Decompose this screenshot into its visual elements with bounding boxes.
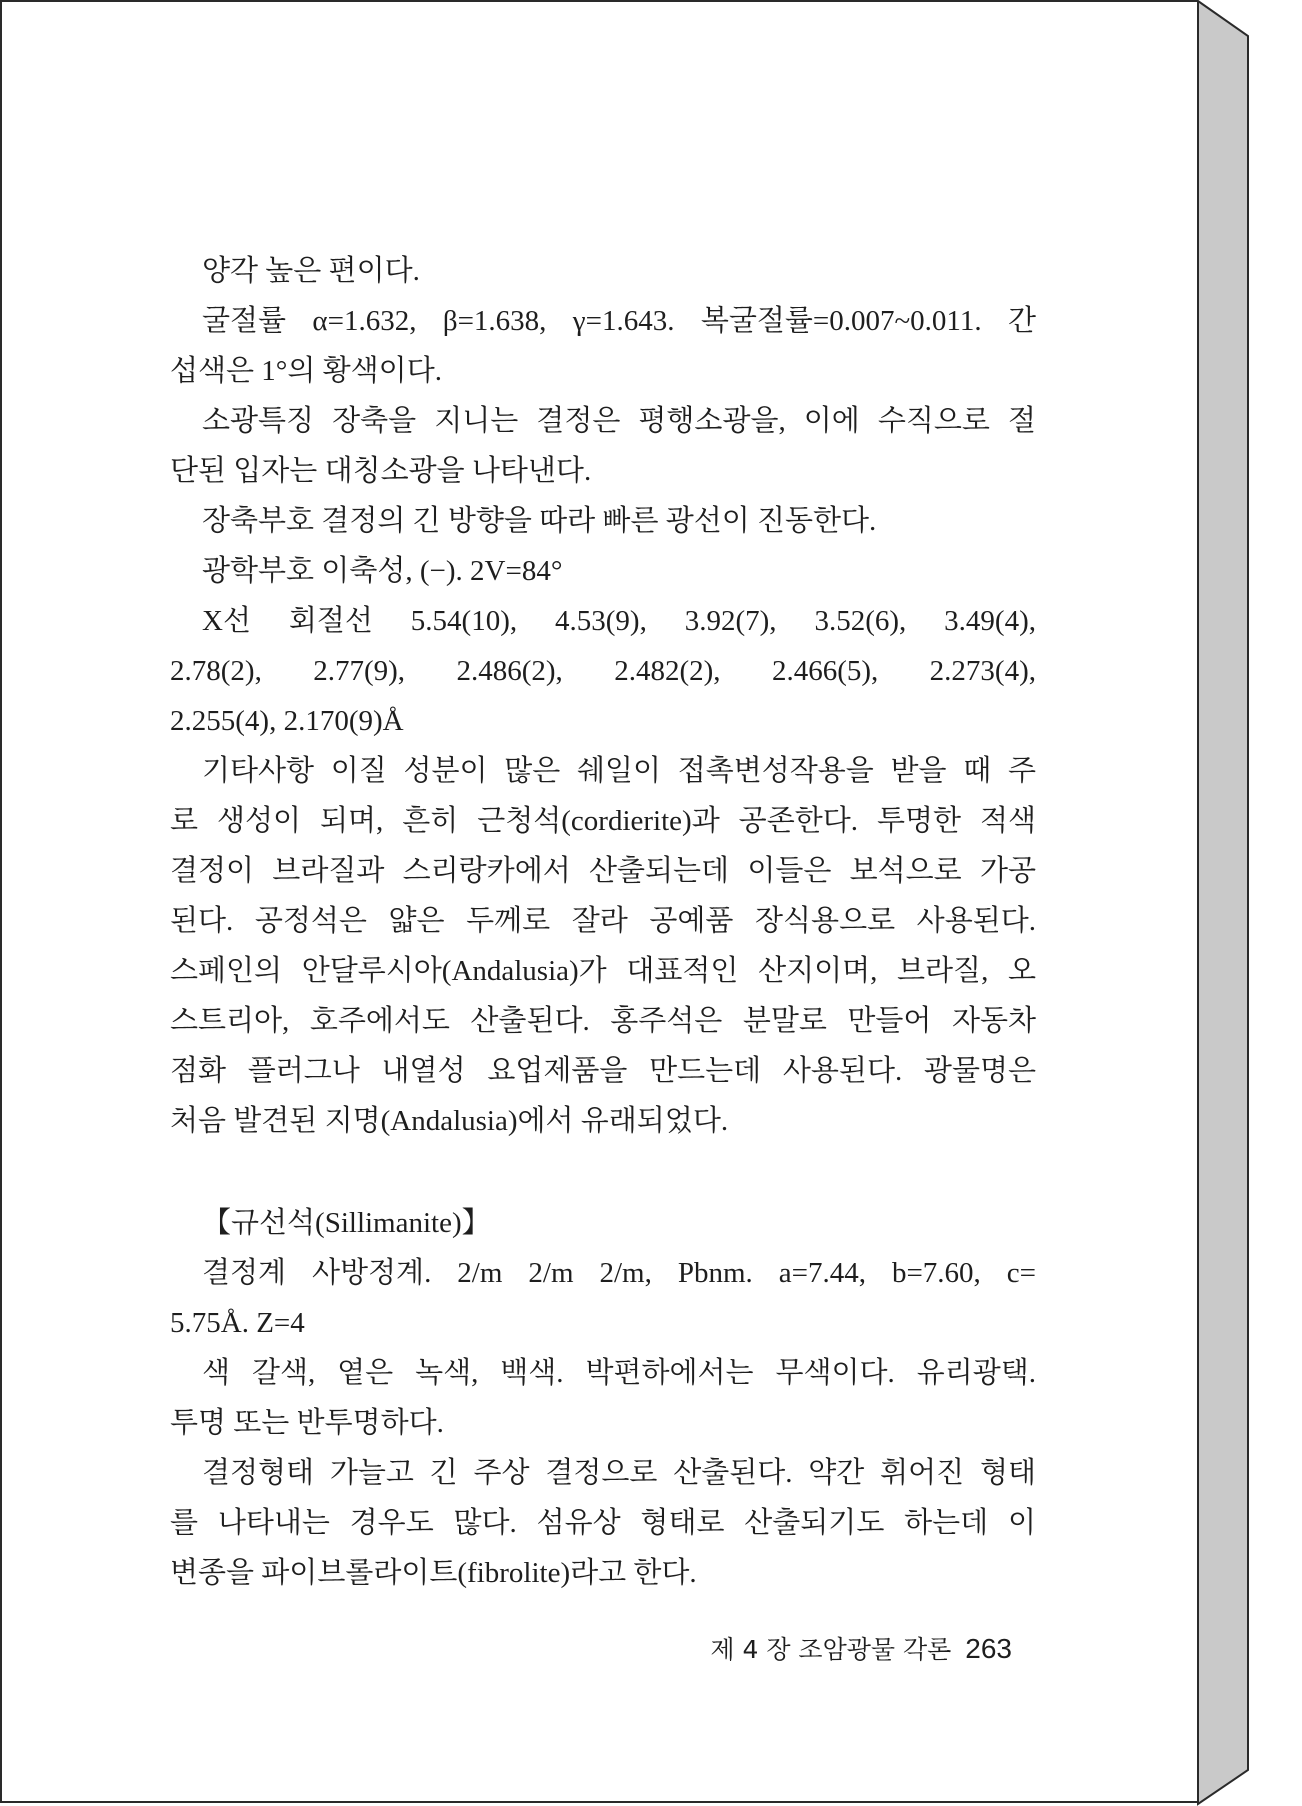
text-line: 단된 입자는 대칭소광을 나타낸다. bbox=[170, 455, 592, 487]
chapter-title: 제 4 장 조암광물 각론 bbox=[710, 1635, 952, 1664]
text-line: 소광특징 장축을 지니는 결정은 평행소광을, 이에 수직으로 절 bbox=[202, 405, 1036, 437]
paragraph-crystal-system bbox=[170, 1248, 1036, 1348]
text-line: 결정이 브라질과 스리랑카에서 산출되는데 이들은 보석으로 가공 bbox=[170, 855, 1036, 887]
text-line: 투명 또는 반투명하다. bbox=[170, 1407, 444, 1439]
paragraph-elongation-sign bbox=[170, 496, 1036, 546]
text-line: 색 갈색, 옅은 녹색, 백색. 박편하에서는 무색이다. 유리광택. bbox=[202, 1357, 1036, 1389]
text-line: 점화 플러그나 내열성 요업제품을 만드는데 사용된다. 광물명은 bbox=[170, 1055, 1036, 1087]
text-line: 2.255(4), 2.170(9)Å bbox=[170, 705, 404, 737]
paragraph-optic-sign bbox=[170, 546, 1036, 596]
text-line: 2.78(2), 2.77(9), 2.486(2), 2.482(2), 2.466(5), 2.273(4), bbox=[170, 655, 1036, 687]
section-spacer bbox=[170, 1146, 1036, 1198]
section-heading: 【규선석(Sillimanite)】 bbox=[202, 1207, 491, 1239]
text-line: 로 생성이 되며, 흔히 근청석(cordierite)과 공존한다. 투명한 적색 bbox=[170, 805, 1036, 837]
paragraph-extinction bbox=[170, 396, 1036, 496]
text-line: 를 나타내는 경우도 많다. 섬유상 형태로 산출되기도 하는데 이 bbox=[170, 1507, 1036, 1539]
text-line: 양각 높은 편이다. bbox=[202, 255, 420, 287]
paragraph-refractive-index bbox=[170, 296, 1036, 396]
paragraph-crystal-habit bbox=[170, 1448, 1036, 1598]
text-line: 섭색은 1°의 황색이다. bbox=[170, 355, 442, 387]
text-line: 광학부호 이축성, (−). 2V=84° bbox=[202, 555, 563, 587]
text-line: 결정계 사방정계. 2/m 2/m 2/m, Pbnm. a=7.44, b=7.60, c= bbox=[202, 1257, 1036, 1289]
text-line: 기타사항 이질 성분이 많은 쉐일이 접촉변성작용을 받을 때 주 bbox=[202, 755, 1036, 787]
paragraph-xray bbox=[170, 596, 1036, 746]
text-line: 결정형태 가늘고 긴 주상 결정으로 산출된다. 약간 휘어진 형태 bbox=[202, 1457, 1036, 1489]
page-number: 263 bbox=[965, 1633, 1012, 1664]
paragraph-color bbox=[170, 1348, 1036, 1448]
text-line: X선 회절선 5.54(10), 4.53(9), 3.92(7), 3.52(6), 3.49(4), bbox=[202, 605, 1036, 637]
paragraph-other-notes bbox=[170, 746, 1036, 1146]
text-line: 변종을 파이브롤라이트(fibrolite)라고 한다. bbox=[170, 1557, 697, 1589]
text-line: 5.75Å. Z=4 bbox=[170, 1307, 305, 1339]
paragraph-relief bbox=[170, 246, 1036, 296]
text-line: 스트리아, 호주에서도 산출된다. 홍주석은 분말로 만들어 자동차 bbox=[170, 1005, 1036, 1037]
text-line: 처음 발견된 지명(Andalusia)에서 유래되었다. bbox=[170, 1105, 729, 1137]
text-line: 굴절률 α=1.632, β=1.638, γ=1.643. 복굴절률=0.007~0.011. 간 bbox=[202, 305, 1036, 337]
text-line: 스페인의 안달루시아(Andalusia)가 대표적인 산지이며, 브라질, 오 bbox=[170, 955, 1036, 987]
book-spine bbox=[1196, 0, 1250, 1806]
text-line: 된다. 공정석은 얇은 두께로 잘라 공예품 장식용으로 사용된다. bbox=[170, 905, 1036, 937]
text-line: 장축부호 결정의 긴 방향을 따라 빠른 광선이 진동한다. bbox=[202, 505, 877, 537]
page-footer bbox=[642, 1630, 1012, 1666]
page-body bbox=[170, 246, 1036, 1598]
